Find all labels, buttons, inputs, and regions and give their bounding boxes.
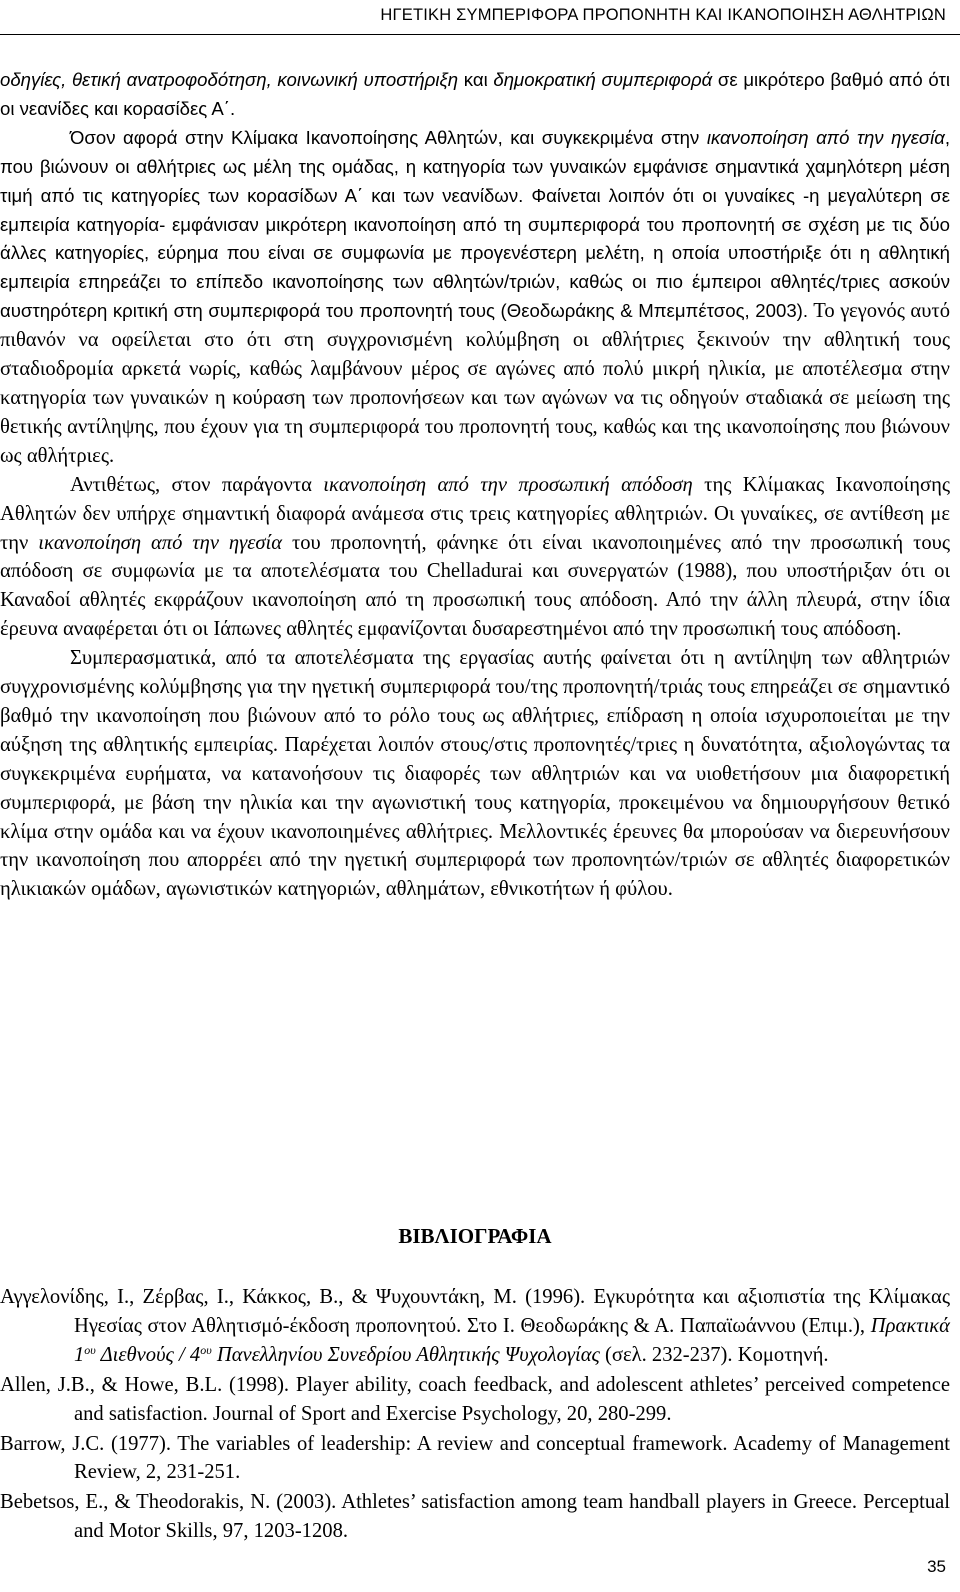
body-text [0, 66, 950, 904]
p1-italic-2: δημοκρατική συμπεριφορά [493, 69, 713, 90]
p2-serif-part: Το γεγονός αυτό πιθανόν να οφείλεται στο ότι στη συγχρονισμένη κολύμβηση οι αθλήτριες ξεκινούν την αθλητική τους σταδιοδρομία αρκετά νωρίς, καθώς λαμβάνουν μέρος σε αγώνες από πολύ μικρή ηλικία, με αποτέλεσμα στην κατηγορία των γυναικών η κούραση των προπονήσεων και των αγώνων να τις οδηγούν σταδιακά σε μείωση της θετικής αντίληψης, που έχουν για τη συμπεριφορά του προπονητή τους, καθώς και της ικανοποίησης που βιώνουν ως αθλήτριες. [0, 300, 950, 467]
paragraph-1 [0, 66, 950, 124]
paragraph-3 [0, 471, 950, 644]
ref1-tail: (σελ. 232-237). Κομοτηνή. [599, 1343, 829, 1366]
p2-sans-part: , που βιώνουν οι αθλήτριες ως μέλη της ομάδας, η κατηγορία των γυναικών εμφάνισε σημαντικά χαμηλότερη μέση τιμή από τις κατηγορίες των κορασίδων Α΄ και των νεανίδων. Φαίνεται λοιπόν ότι οι γυναίκες -η μεγαλύτερη σε εμπειρία κατηγορία- εμφάνισαν μικρότερη ικανοποίηση από τη συμπεριφορά του προπονητή σε σχέση με τις δύο άλλες κατηγορίες, εύρημα που είναι σε συμφωνία με προγενέστερη μελέτη, η οποία υποστήριξε ότι η αθλητική εμπειρία επηρεάζει το επίπεδο ικανοποίησης των αθλητών/τριών, καθώς οι πιο έμπειροι αθλητές/τριες ασκούν αυστηρότερη κριτική στη συμπεριφορά του προπονητή τους (Θεοδωράκης & Μπεμπέτσος, 2003). [0, 126, 951, 322]
ref1-lead: Αγγελονίδης, Ι., Ζέρβας, Ι., Κάκκος, Β., & Ψυχουντάκη, Μ. (1996). Εγκυρότητα και αξιοπιστία της Κλίμακας Ηγεσίας στον Αθλητισμό-έκδοση προπονητού. Στο Ι. Θεοδωράκης & Α. Παπαϊωάννου (Επιμ.), [0, 1286, 950, 1337]
paragraph-2 [0, 124, 950, 471]
ref1-italic-b: Διεθνούς / 4 [95, 1343, 201, 1366]
p3-mid: της Κλίμακας Ικανοποίησης Αθλητών δεν υπήρχε σημαντική διαφορά ανάμεσα στις τρεις κατηγορίες αθλητριών. Οι γυναίκες, σε αντίθεση με την [0, 473, 950, 554]
p3-lead: Αντιθέτως, στον παράγοντα [70, 473, 324, 496]
ref1-sup-b: ου [200, 1342, 212, 1357]
p1-italic-lead: οδηγίες, θετική ανατροφοδότηση, κοινωνική υποστήριξη [0, 69, 459, 90]
p3-italic-1: ικανοποίηση από την προσωπική απόδοση [323, 473, 693, 496]
p3-italic-2: ικανοποίηση από την ηγεσία [38, 531, 283, 554]
p3-tail: του προπονητή, φάνηκε ότι είναι ικανοποιημένες από την προσωπική τους απόδοση σε συμφωνία με τα αποτελέσματα του Chelladurai και συνεργατών (1988), που υποστήριξαν ότι οι Καναδοί αθλητές εκφράζουν ικανοποίηση από τη προσωπική τους απόδοση. Από την άλλη πλευρά, στην ίδια έρευνα αναφέρεται ότι οι Ιάπωνες αθλητές εμφανίζονται δυσαρεστημένοι από την προσωπική τους απόδοση. [0, 531, 950, 641]
reference-item: Barrow, J.C. (1977). The variables of leadership: A review and conceptual framework. Academy of Management Review, 2, 231-251. [0, 1432, 950, 1484]
running-header: ΗΓΕΤΙΚΗ ΣΥΜΠΕΡΙΦΟΡΑ ΠΡΟΠΟΝΗΤΗ ΚΑΙ ΙΚΑΝΟΠΟΙΗΣΗ ΑΘΛΗΤΡΙΩΝ [380, 6, 946, 24]
p2-lead: Όσον αφορά στην Κλίμακα Ικανοποίησης Αθλητών, και συγκεκριμένα στην [70, 126, 707, 148]
ref1-italic-c: Πανελληνίου Συνεδρίου Αθλητικής Ψυχολογίας [211, 1343, 600, 1366]
page-number: 35 [927, 1557, 946, 1576]
p1-mid: και [458, 69, 494, 90]
reference-item: Allen, J.B., & Howe, B.L. (1998). Player ability, coach feedback, and adolescent athletes’ perceived competence and satisfaction. Journal of Sport and Exercise Psychology, 20, 280-299. [0, 1373, 950, 1425]
reference-item [0, 1283, 950, 1370]
p2-italic: ικανοποίηση από την ηγεσία [706, 126, 945, 148]
reference-item: Bebetsos, E., & Theodorakis, N. (2003). Athletes’ satisfaction among team handball players in Greece. Perceptual and Motor Skills, 97, 1203-1208. [0, 1491, 950, 1543]
paragraph-4: Συμπερασματικά, από τα αποτελέσματα της εργασίας αυτής φαίνεται ότι η αντίληψη των αθλητριών συγχρονισμένης κολύμβησης για την ηγετική συμπεριφορά του/της προπονητή/τριάς τους επηρεάζει σε σημαντικό βαθμό την ικανοποίηση που βιώνουν από το ρόλο τους ως αθλήτριες, επίδραση η οποία ισχυροποιείται με την αύξηση της αθλητικής εμπειρίας. Παρέχεται λοιπόν στους/στις προπονητές/τριες η δυνατότητα, αξιολογώντας τα συγκεκριμένα ευρήματα, να κατανοήσουν τις διαφορές των αθλητριών και να υιοθετήσουν μια διαφορετική συμπεριφορά, με βάση την ηλικία και την αγωνιστική τους κατηγορία, προκειμένου να δημιουργήσουν θετικό κλίμα στην ομάδα και να έχουν ικανοποιημένες αθλήτριες. Μελλοντικές έρευνες θα μπορούσαν να διερευνήσουν την ικανοποίηση που απορρέει από την ηγετική συμπεριφορά των προπονητών/τριών σε αθλητές διαφορετικών ηλικιακών ομάδων, αγωνιστικών κατηγοριών, αθλημάτων, εθνικοτήτων ή φύλου. [0, 647, 950, 901]
header-rule [0, 34, 960, 35]
ref1-italic-a: Πρακτικά 1 [74, 1314, 950, 1366]
p1-tail: σε μικρότερο βαθμό από ότι οι νεανίδες και κορασίδες Α΄. [0, 69, 950, 119]
ref1-sup-a: ου [84, 1342, 96, 1357]
bibliography-heading: ΒΙΒΛΙΟΓΡΑΦΙΑ [398, 1224, 552, 1248]
reference-list [0, 1283, 950, 1546]
